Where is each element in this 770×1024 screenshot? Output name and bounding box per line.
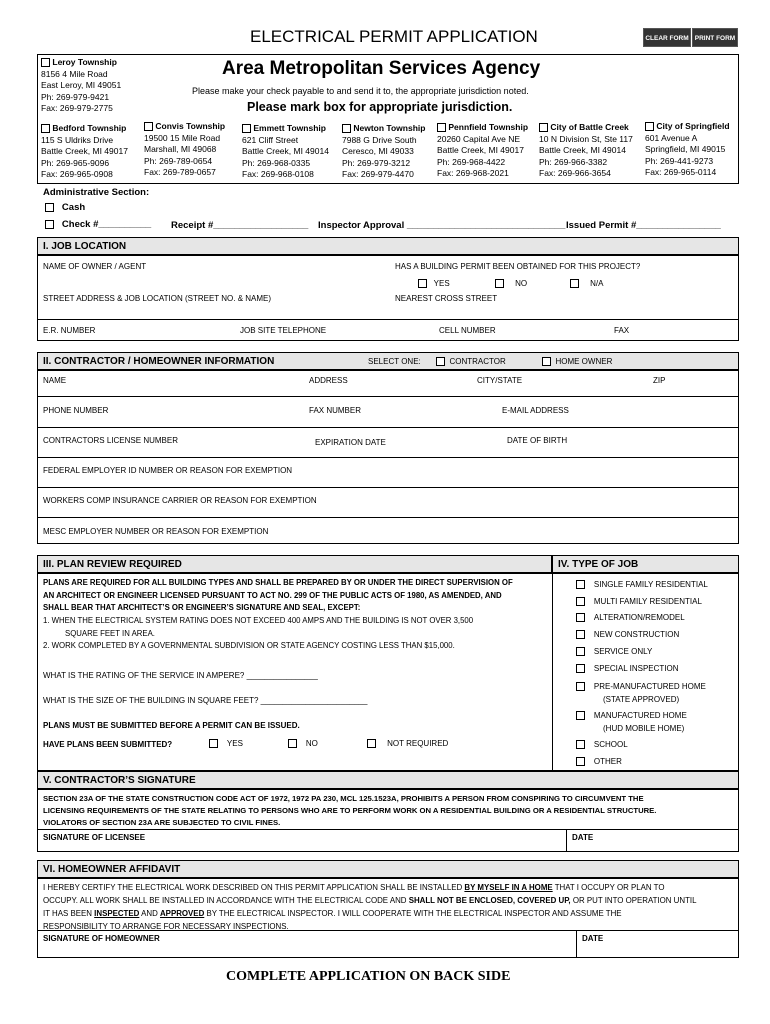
job-type-manufactured: MANUFACTURED HOME (HUD MOBILE HOME) [576, 710, 687, 735]
jurisdiction-battle-creek: City of Battle Creek 10 N Division St, Ste 117 Battle Creek, MI 49014 Ph: 269-966-3382 Fax: 269-966-3654 [539, 122, 633, 179]
admin-issued[interactable]: Issued Permit #________________ [566, 220, 721, 231]
job-type-single-family: SINGLE FAMILY RESIDENTIAL [576, 580, 708, 589]
other-checkbox[interactable] [576, 757, 585, 766]
admin-inspector[interactable]: Inspector Approval ______________________________ [318, 220, 566, 231]
section-1-header: I. JOB LOCATION [37, 237, 739, 255]
rating-question[interactable]: WHAT IS THE RATING OF THE SERVICE IN AMPERE? ________________ [43, 671, 318, 680]
workers-comp-label: WORKERS COMP INSURANCE CARRIER OR REASON FOR EXEMPTION [43, 496, 317, 505]
convis-checkbox[interactable] [144, 122, 153, 131]
er-number-label: E.R. NUMBER [43, 326, 96, 335]
contractor-checkbox[interactable] [436, 357, 445, 366]
bp-na-checkbox[interactable] [570, 279, 579, 288]
school-checkbox[interactable] [576, 740, 585, 749]
admin-title: Administrative Section: [43, 187, 150, 198]
size-question[interactable]: WHAT IS THE SIZE OF THE BUILDING IN SQUARE FEET? ________________________ [43, 696, 368, 705]
section-3-header: III. PLAN REVIEW REQUIRED [37, 555, 552, 573]
special-inspection-checkbox[interactable] [576, 664, 585, 673]
building-permit-question: HAS A BUILDING PERMIT BEEN OBTAINED FOR THIS PROJECT? [395, 262, 641, 271]
section-2-header: II. CONTRACTOR / HOMEOWNER INFORMATION [37, 352, 739, 370]
plans-not-required-checkbox[interactable] [367, 739, 376, 748]
bp-no: NO [495, 279, 527, 288]
zip-label: ZIP [653, 376, 666, 385]
job-type-pre-manufactured: PRE-MANUFACTURED HOME (STATE APPROVED) [576, 681, 706, 706]
jurisdiction-leroy: Leroy Township 8156 4 Mile Road East Leroy, MI 49051 Ph: 269-979-9421 Fax: 269-979-2775 [41, 57, 122, 114]
homeowner-checkbox[interactable] [542, 357, 551, 366]
job-type-multi-family: MULTI FAMILY RESIDENTIAL [576, 597, 702, 606]
email-label: E-MAIL ADDRESS [502, 406, 569, 415]
job-site-phone-label: JOB SITE TELEPHONE [240, 326, 327, 335]
job-type-new-construction: NEW CONSTRUCTION [576, 630, 679, 639]
cell-label: CELL NUMBER [439, 326, 496, 335]
owner-label: NAME OF OWNER / AGENT [43, 262, 147, 271]
fax-label: FAX [614, 326, 630, 335]
admin-cash: Cash [45, 202, 85, 213]
pre-manufactured-checkbox[interactable] [576, 682, 585, 691]
admin-check: Check #__________ [45, 219, 151, 230]
jurisdiction-springfield: City of Springfield 601 Avenue A Springfield, MI 49015 Ph: 269-441-9273 Fax: 269-965-0114 [645, 121, 730, 178]
cross-street-label: NEAREST CROSS STREET [395, 294, 498, 303]
admin-receipt[interactable]: Receipt #__________________ [171, 220, 309, 231]
fax-number-label: FAX NUMBER [309, 406, 362, 415]
address-label: ADDRESS [309, 376, 348, 385]
springfield-checkbox[interactable] [645, 122, 654, 131]
expiration-label: EXPIRATION DATE [315, 438, 386, 447]
license-label: CONTRACTORS LICENSE NUMBER [43, 436, 178, 445]
job-type-other: OTHER [576, 757, 622, 766]
clear-form-button[interactable]: CLEAR FORM [643, 28, 691, 47]
emmett-checkbox[interactable] [242, 124, 251, 133]
plans-must-note: PLANS MUST BE SUBMITTED BEFORE A PERMIT CAN BE ISSUED. [43, 721, 300, 730]
single-family-checkbox[interactable] [576, 580, 585, 589]
battle-creek-checkbox[interactable] [539, 123, 548, 132]
job-type-service-only: SERVICE ONLY [576, 647, 652, 656]
section-5-header: V. CONTRACTOR’S SIGNATURE [37, 771, 739, 789]
service-only-checkbox[interactable] [576, 647, 585, 656]
homeowner-option: HOME OWNER [542, 357, 612, 366]
jurisdiction-newton: Newton Township 7988 G Drive South Ceresco, MI 49033 Ph: 269-979-3212 Fax: 269-979-4470 [342, 123, 426, 180]
contractor-option: CONTRACTOR [436, 357, 506, 366]
jurisdiction-pennfield: Pennfield Township 20260 Capital Ave NE Battle Creek, MI 49017 Ph: 269-968-4422 Fax: 269-968-2021 [437, 122, 529, 179]
licensee-signature-label: SIGNATURE OF LICENSEE [43, 833, 146, 842]
job-type-school: SCHOOL [576, 740, 628, 749]
plans-yes-checkbox[interactable] [209, 739, 218, 748]
payable-note: Please make your check payable to and send it to, the appropriate jurisdiction noted. [192, 86, 529, 96]
section-6-header: VI. HOMEOWNER AFFIDAVIT [37, 860, 739, 878]
manufactured-checkbox[interactable] [576, 711, 585, 720]
homeowner-signature-label: SIGNATURE OF HOMEOWNER [43, 934, 160, 943]
plans-submitted-question: HAVE PLANS BEEN SUBMITTED? [43, 740, 173, 749]
alteration-checkbox[interactable] [576, 613, 585, 622]
print-form-button[interactable]: PRINT FORM [692, 28, 738, 47]
licensee-date-label: DATE [572, 833, 594, 842]
cash-checkbox[interactable] [45, 203, 54, 212]
street-label: STREET ADDRESS & JOB LOCATION (STREET NO. & NAME) [43, 294, 272, 303]
pennfield-checkbox[interactable] [437, 123, 446, 132]
jurisdiction-emmett: Emmett Township 621 Cliff Street Battle Creek, MI 49014 Ph: 269-968-0335 Fax: 269-968-0108 [242, 123, 329, 180]
multi-family-checkbox[interactable] [576, 597, 585, 606]
homeowner-date-label: DATE [582, 934, 604, 943]
bp-na: N/A [570, 279, 603, 288]
newton-checkbox[interactable] [342, 124, 351, 133]
job-type-special-inspection: SPECIAL INSPECTION [576, 664, 679, 673]
footer-note: COMPLETE APPLICATION ON BACK SIDE [226, 969, 511, 984]
city-state-label: CITY/STATE [477, 376, 523, 385]
plan-para: PLANS ARE REQUIRED FOR ALL BUILDING TYPES AND SHALL BE PREPARED BY OR UNDER THE DIRECT SUPERVISION OF AN ARCHITECT OR ENGINEER LICENSED PURSUANT TO ACT NO. 299 OF THE PUBLIC ACTS OF 1980, AS AMENDED, AND SHALL BEAR THAT ARCHITECT’S OR ENGINEER’S SIGNATURE AND SEAL, EXCEPT: [43, 578, 513, 612]
plans-no: NO [288, 739, 318, 748]
name-label: NAME [43, 376, 67, 385]
bp-yes-checkbox[interactable] [418, 279, 427, 288]
job-type-alteration: ALTERATION/REMODEL [576, 613, 685, 622]
jurisdiction-convis: Convis Township 19500 15 Mile Road Marshall, MI 49068 Ph: 269-789-0654 Fax: 269-789-0657 [144, 121, 226, 178]
bp-no-checkbox[interactable] [495, 279, 504, 288]
mesc-label: MESC EMPLOYER NUMBER OR REASON FOR EXEMPTION [43, 527, 269, 536]
plan-exceptions: 1. WHEN THE ELECTRICAL SYSTEM RATING DOES NOT EXCEED 400 AMPS AND THE BUILDING IS NOT OVER 3,500 SQUARE FEET IN AREA. 2. WORK COMPLETED BY A GOVERNMENTAL SUBDIVISION OR STATE AGENCY COSTING LESS THAN $15,000. [43, 616, 474, 650]
mark-box-note: Please mark box for appropriate jurisdiction. [247, 100, 513, 114]
check-checkbox[interactable] [45, 220, 54, 229]
leroy-checkbox[interactable] [41, 58, 50, 67]
select-one-label: SELECT ONE: [368, 357, 421, 366]
page-title: ELECTRICAL PERMIT APPLICATION [250, 27, 538, 46]
section-4-header: IV. TYPE OF JOB [552, 555, 739, 573]
plans-no-checkbox[interactable] [288, 739, 297, 748]
section-23a-text: SECTION 23A OF THE STATE CONSTRUCTION CODE ACT OF 1972, 1972 PA 230, MCL 125.1523A, PROHIBITS A PERSON FROM CONSPIRING TO CIRCUMVENT THE LICENSING REQUIREMENTS OF THE STATE RELATING TO PERSONS WHO ARE TO PERFORM WORK ON A RESIDENTIAL BUILDING OR A RESIDENTIAL STRUCTURE. VIOLATORS OF SECTION 23A ARE SUBJECTED TO CIVIL FINES. [43, 794, 657, 827]
plans-yes: YES [209, 739, 243, 748]
new-construction-checkbox[interactable] [576, 630, 585, 639]
bedford-checkbox[interactable] [41, 124, 50, 133]
jurisdiction-bedford: Bedford Township 115 S Uldriks Drive Battle Creek, MI 49017 Ph: 269-965-9096 Fax: 269-965-0908 [41, 123, 128, 180]
plans-not-required: NOT REQUIRED [367, 739, 448, 748]
affidavit-text: I HEREBY CERTIFY THE ELECTRICAL WORK DESCRIBED ON THIS PERMIT APPLICATION SHALL BE INSTALLED BY MYSELF IN A HOME THAT I OCCUPY OR PLAN TO OCCUPY. ALL WORK SHALL BE INSTALLED IN ACCORDANCE WITH THE ELECTRICAL CODE AND SHALL NOT BE ENCLOSED, COVERED UP, OR PUT INTO OPERATION UNTIL IT HAS BEEN INSPECTED AND APPROVED BY THE ELECTRICAL INSPECTOR. I WILL COOPERATE WITH THE ELECTRICAL INSPECTOR AND ASSUME THE RESPONSIBILITY TO ARRANGE FOR NECESSARY INSPECTIONS. [43, 883, 697, 931]
bp-yes: YES [418, 279, 450, 288]
fein-label: FEDERAL EMPLOYER ID NUMBER OR REASON FOR EXEMPTION [43, 466, 293, 475]
agency-name: Area Metropolitan Services Agency [222, 58, 541, 79]
phone-number-label: PHONE NUMBER [43, 406, 109, 415]
dob-label: DATE OF BIRTH [507, 436, 568, 445]
